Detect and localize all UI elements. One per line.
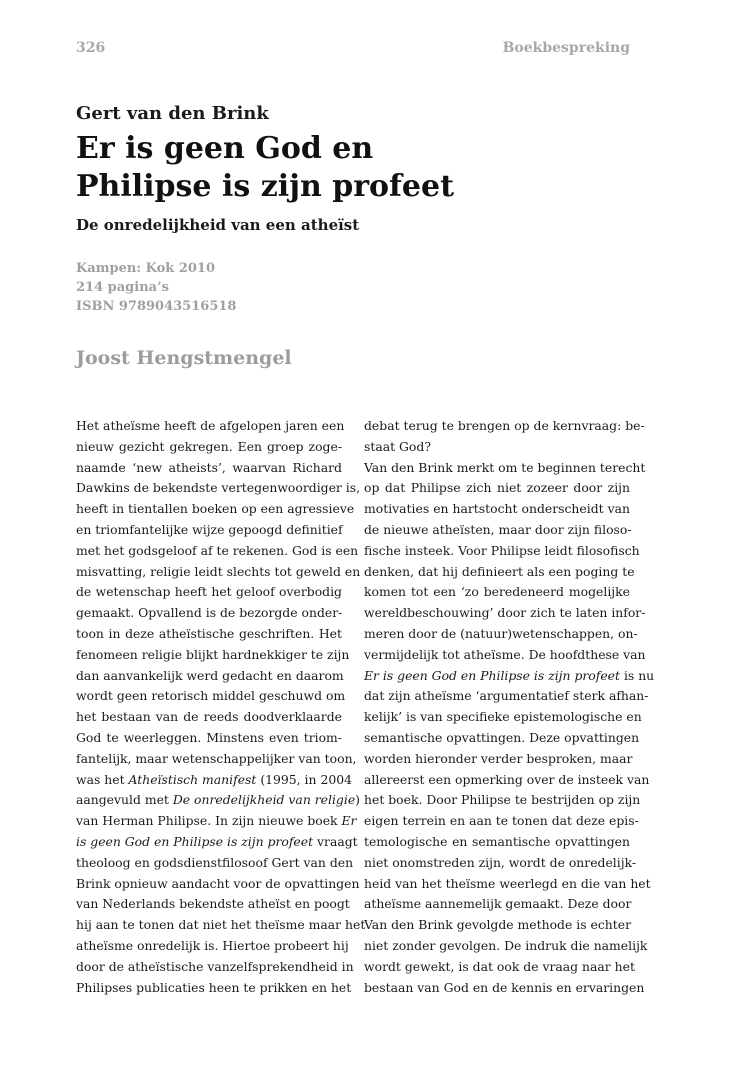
body-text-line: de wetenschap heeft het geloof overbodig [76, 584, 342, 600]
body-text-line: temologische en semantische opvattingen [364, 833, 630, 849]
publisher: Kampen: Kok 2010 [76, 261, 216, 276]
body-text-line: aangevuld met De onredelijkheid van religie) [76, 792, 360, 808]
page-count: 214 pagina’s [76, 280, 169, 295]
body-text-line: van Herman Philipse. In zijn nieuwe boek Er [76, 813, 357, 829]
body-text-line: semantische opvattingen. Deze opvattingen [364, 729, 640, 745]
body-text-line: met het godsgeloof af te rekenen. God is een [76, 542, 359, 558]
body-text-line: nieuw gezicht gekregen. Een groep zoge- [76, 438, 342, 454]
body-text-line: niet onomstreden zijn, wordt de onredelijk- [364, 854, 637, 870]
body-text-line: dan aanvankelijk werd gedacht en daarom [76, 667, 344, 683]
body-text-line: Van den Brink gevolgde methode is echter [364, 917, 631, 933]
book-title [76, 130, 676, 206]
page-number: 326 [76, 40, 106, 56]
body-column-right [364, 416, 655, 998]
book-author: Gert van den Brink [76, 103, 269, 124]
body-text-line: vermijdelijk tot atheïsme. De hoofdthese van [364, 646, 646, 662]
body-text-line: hij aan te tonen dat niet het theïsme maar het [76, 917, 366, 933]
book-title-line: Er is geen God en [76, 131, 374, 166]
body-text-line: God te weerleggen. Minstens even triom- [76, 729, 342, 745]
body-text-line: motivaties en hartstocht onderscheidt van [364, 501, 630, 517]
body-text-line: en triomfantelijke wijze gepoogd definitief [76, 521, 343, 537]
body-text-line: kelijk’ is van specifieke epistemologische en [364, 709, 642, 725]
body-text-line: Van den Brink merkt om te beginnen terecht [364, 459, 646, 475]
body-text-line: naamde ‘new atheists’, waarvan Richard [76, 459, 342, 475]
body-text-line: op dat Philipse zich niet zozeer door zijn [364, 480, 630, 496]
body-text-line: van Nederlands bekendste atheïst en poogt [76, 896, 350, 912]
body-text-line: worden hieronder verder besproken, maar [364, 750, 633, 766]
body-text-line: allereerst een opmerking over de insteek van [364, 771, 650, 787]
body-text-line: is geen God en Philipse is zijn profeet vraagt [76, 833, 358, 849]
body-text-line: atheïsme aannemelijk gemaakt. Deze door [364, 896, 632, 912]
body-text-line: de nieuwe atheïsten, maar door zijn filoso- [364, 521, 632, 537]
body-text-line: wereldbeschouwing’ door zich te laten infor- [364, 605, 646, 621]
body-text-line: wordt geen retorisch middel geschuwd om [76, 688, 346, 704]
body-text-line: was het Atheïstisch manifest (1995, in 2004 [76, 771, 352, 787]
body-text-line: atheïsme onredelijk is. Hiertoe probeert hij [76, 937, 349, 953]
body-text-line: fische insteek. Voor Philipse leidt filosofisch [364, 542, 640, 558]
body-text-line: heeft in tientallen boeken op een agressieve [76, 501, 355, 517]
body-text-line: fantelijk, maar wetenschappelijker van toon, [76, 750, 357, 766]
body-text-line: Brink opnieuw aandacht voor de opvattingen [76, 875, 360, 891]
body-text-line: komen tot een ‘zo beredeneerd mogelijke [364, 584, 630, 600]
body-text-line: heid van het theïsme weerlegd en die van het [364, 875, 651, 891]
body-text-line: denken, dat hij definieert als een poging te [364, 563, 635, 579]
body-text-line: door de atheïstische vanzelfsprekendheid in [76, 958, 354, 974]
body-text-line: theoloog en godsdienstfilosoof Gert van den [76, 854, 354, 870]
book-subtitle: De onredelijkheid van een atheïst [76, 216, 360, 234]
body-text-line: het boek. Door Philipse te bestrijden op zijn [364, 792, 641, 808]
body-text-line: fenomeen religie blijkt hardnekkiger te zijn [76, 646, 350, 662]
body-text-line: Er is geen God en Philipse is zijn profeet is nu [364, 667, 655, 683]
reviewer-name: Joost Hengstmengel [76, 347, 292, 369]
isbn: ISBN 9789043516518 [76, 299, 237, 314]
running-header [76, 40, 630, 62]
body-text-line: niet zonder gevolgen. De indruk die namelijk [364, 937, 648, 953]
book-title-line: Philipse is zijn profeet [76, 169, 454, 204]
body-text-line: meren door de (natuur)wetenschappen, on- [364, 625, 638, 641]
body-text-line: toon in deze atheïstische geschriften. Het [76, 625, 342, 641]
body-text-line: eigen terrein en aan te tonen dat deze epis- [364, 813, 639, 829]
body-text-line: Dawkins de bekendste vertegenwoordiger is, [76, 480, 361, 496]
body-text-line: debat terug te brengen op de kernvraag: be- [364, 418, 645, 433]
body-text-line: Het atheïsme heeft de afgelopen jaren een [76, 418, 345, 433]
section-title: Boekbespreking [502, 40, 630, 56]
body-text-line: wordt gewekt, is dat ook de vraag naar het [364, 958, 635, 974]
body-text-line: misvatting, religie leidt slechts tot geweld en [76, 563, 361, 579]
body-text-line: het bestaan van de reeds doodverklaarde [76, 709, 342, 725]
body-text-line: dat zijn atheïsme ‘argumentatief sterk afhan- [364, 688, 649, 704]
publication-details [76, 259, 236, 316]
body-text-line: gemaakt. Opvallend is de bezorgde onder- [76, 605, 343, 621]
body-column-left [76, 416, 366, 998]
body-text-line: bestaan van God en de kennis en ervaringen [364, 979, 645, 995]
body-text-line: staat God? [364, 438, 431, 454]
body-text-line: Philipses publicaties heen te prikken en het [76, 979, 352, 995]
